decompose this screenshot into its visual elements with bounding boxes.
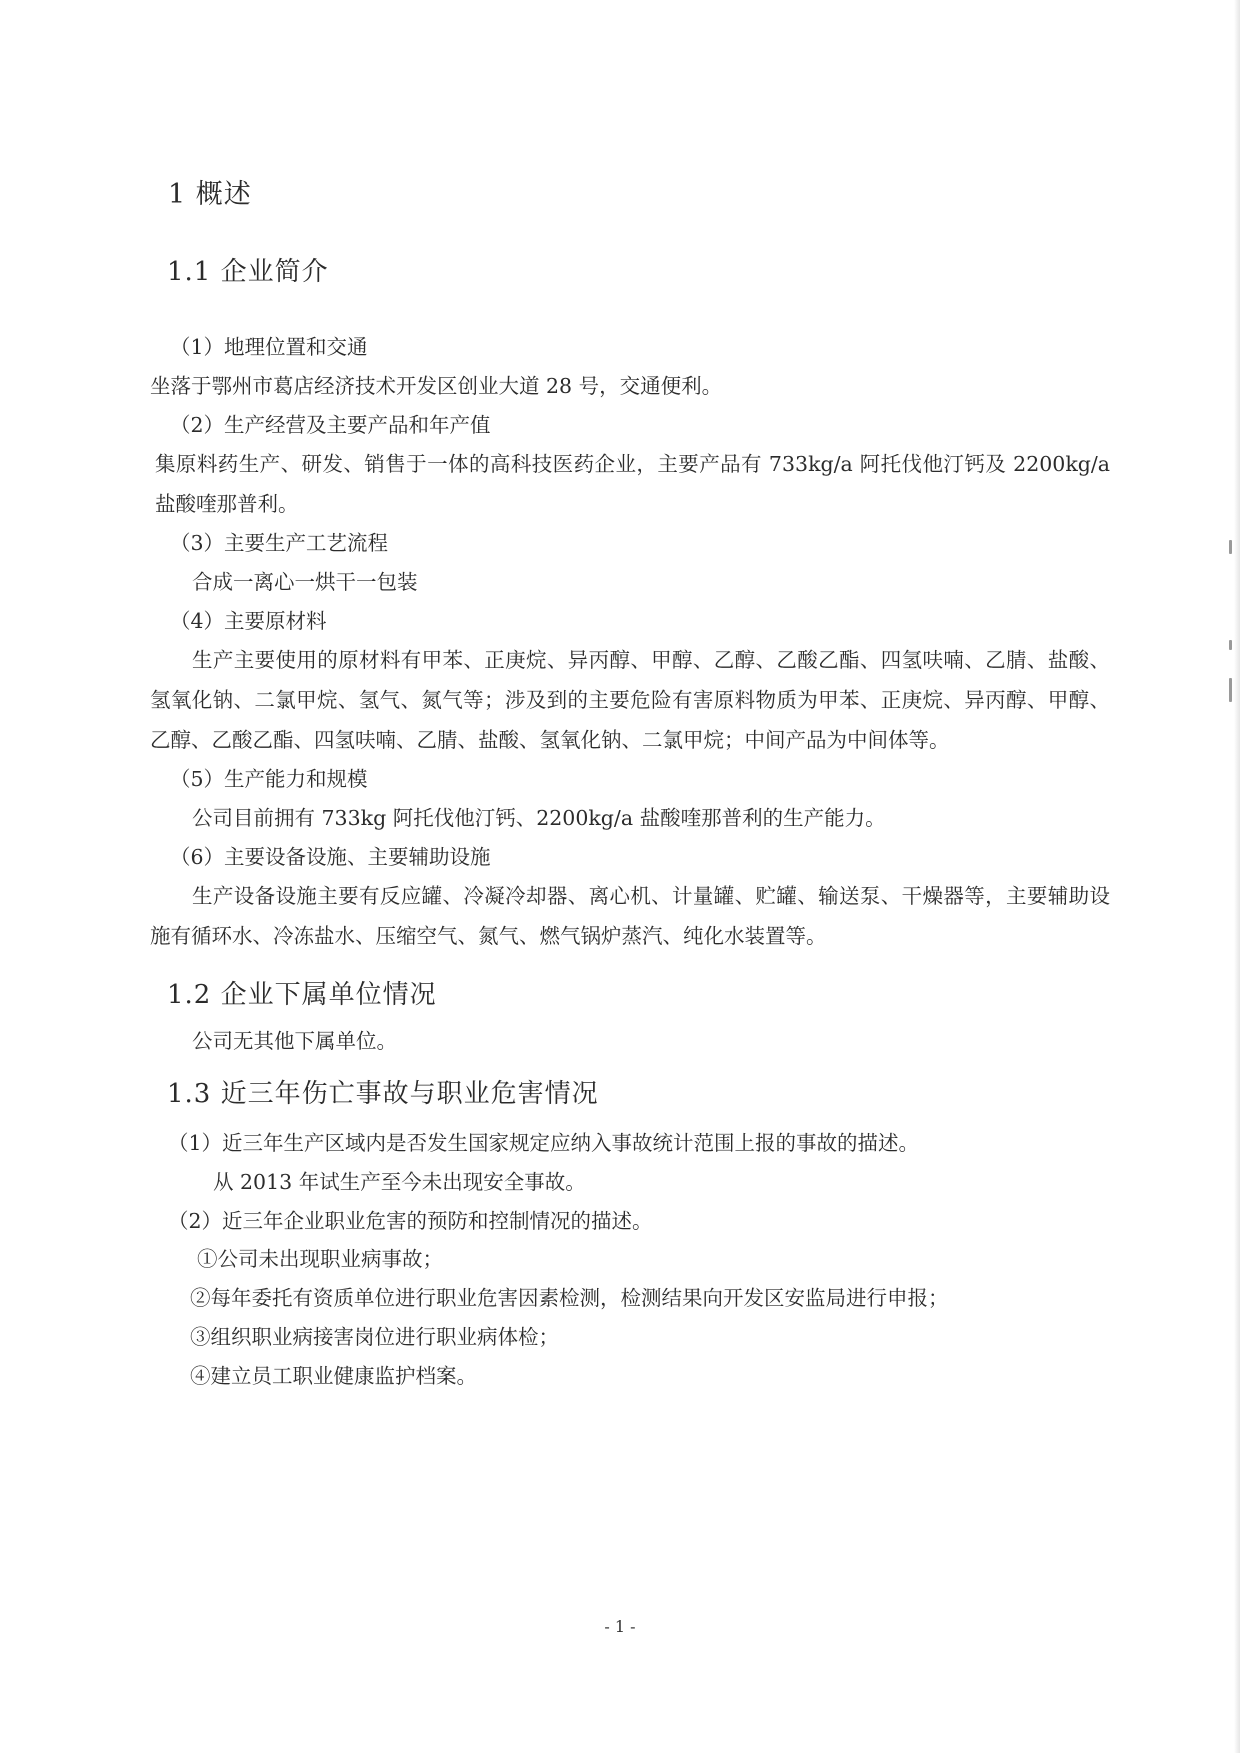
occupational-point-1: ①公司未出现职业病事故；	[197, 1247, 443, 1271]
chapter-title: 1 概述	[168, 179, 252, 210]
item-occupational-label: （2）近三年企业职业危害的预防和控制情况的描述。	[168, 1209, 653, 1233]
item-process-text: 合成一离心一烘干一包装	[192, 570, 418, 594]
item-equipment-label: （6）主要设备设施、主要辅助设施	[170, 845, 491, 869]
item-products-label: （2）生产经营及主要产品和年产值	[170, 413, 491, 437]
item-capacity-label: （5）生产能力和规模	[170, 767, 368, 791]
item-materials-label: （4）主要原材料	[170, 609, 327, 633]
occupational-point-3: ③组织职业病接害岗位进行职业病体检；	[190, 1325, 559, 1349]
item-products-text: 集原料药生产、研发、销售于一体的高科技医药企业，主要产品有 733kg/a 阿托伐他汀钙及 2200kg/a 盐酸喹那普利。	[155, 452, 1110, 516]
item-accidents-text: 从 2013 年试生产至今未出现安全事故。	[213, 1170, 586, 1194]
item-location-label: （1）地理位置和交通	[170, 335, 368, 359]
item-accidents-label: （1）近三年生产区域内是否发生国家规定应纳入事故统计范围上报的事故的描述。	[168, 1131, 920, 1155]
item-location-text: 坐落于鄂州市葛店经济技术开发区创业大道 28 号，交通便利。	[150, 374, 723, 398]
scan-edge-shadow	[1234, 0, 1240, 1753]
item-process-label: （3）主要生产工艺流程	[170, 531, 389, 555]
item-materials-text: 生产主要使用的原材料有甲苯、正庚烷、异丙醇、甲醇、乙醇、乙酸乙酯、四氢呋喃、乙腈、盐酸、氢氧化钠、二氯甲烷、氢气、氮气等；涉及到的主要危险有害原料物质为甲苯、正庚烷、异丙醇、甲醇、乙醇、乙酸乙酯、四氢呋喃、乙腈、盐酸、氢氧化钠、二氯甲烷；中间产品为中间体等。	[150, 648, 1110, 752]
scan-edge-mark	[1229, 540, 1232, 554]
occupational-point-4: ④建立员工职业健康监护档案。	[190, 1364, 477, 1388]
item-capacity-text: 公司目前拥有 733kg 阿托伐他汀钙、2200kg/a 盐酸喹那普利的生产能力。	[192, 806, 886, 830]
occupational-point-2: ②每年委托有资质单位进行职业危害因素检测，检测结果向开发区安监局进行申报；	[190, 1286, 949, 1310]
section-title-1-3: 1.3 近三年伤亡事故与职业危害情况	[167, 1079, 599, 1109]
subsidiary-text: 公司无其他下属单位。	[192, 1029, 397, 1053]
document-body	[150, 150, 1110, 1396]
scan-edge-mark	[1229, 678, 1232, 702]
section-title-1-1: 1.1 企业简介	[167, 257, 329, 287]
scan-edge-mark	[1229, 640, 1232, 650]
section-title-1-2: 1.2 企业下属单位情况	[167, 980, 437, 1010]
item-equipment-text: 生产设备设施主要有反应罐、冷凝冷却器、离心机、计量罐、贮罐、输送泵、干燥器等，主要辅助设施有循环水、冷冻盐水、压缩空气、氮气、燃气锅炉蒸汽、纯化水装置等。	[150, 884, 1110, 948]
page-number: - 1 -	[604, 1617, 636, 1636]
